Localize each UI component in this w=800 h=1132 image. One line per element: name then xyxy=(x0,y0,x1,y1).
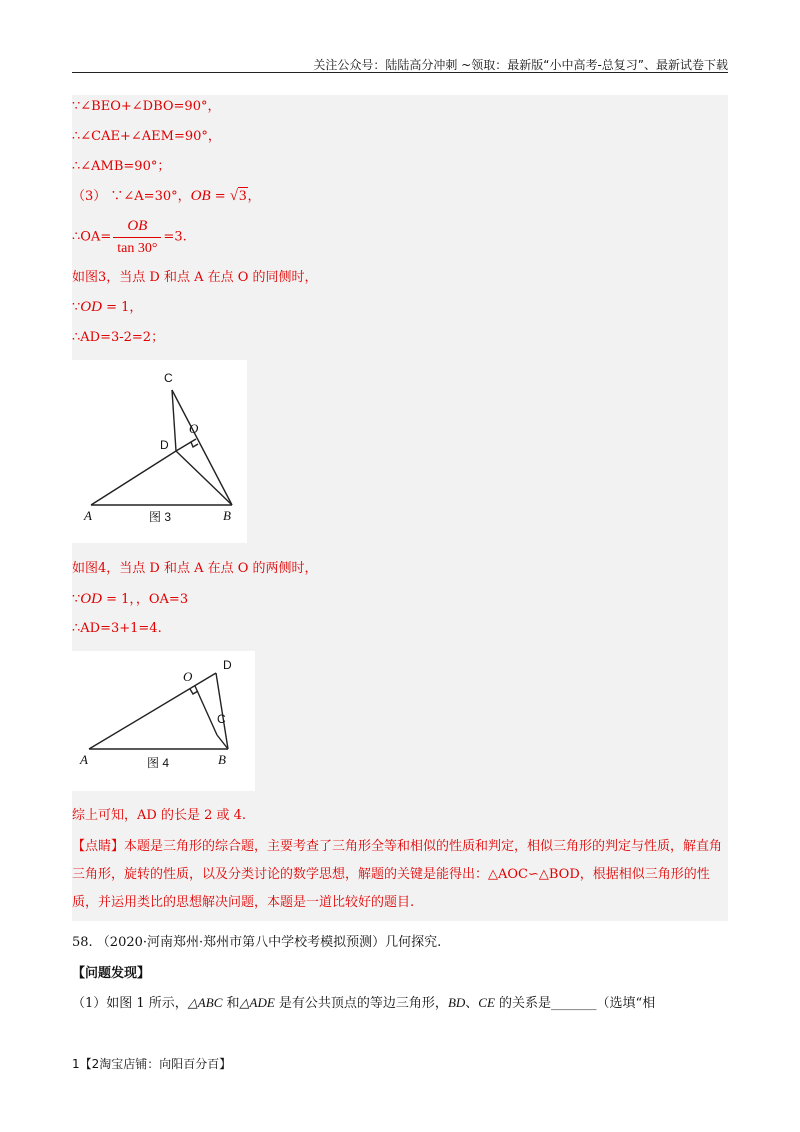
header-rule xyxy=(72,72,728,73)
solution-conclusion: 综上可知，AD 的长是 2 或 4. xyxy=(72,808,247,823)
fig3-line-ad xyxy=(91,451,176,505)
fig3-label-o: O xyxy=(189,421,199,436)
figure-4-svg xyxy=(72,651,255,791)
fig4-label-d: D xyxy=(223,658,232,672)
fig3-line-cd xyxy=(172,390,176,451)
sqrt-expr: √3 xyxy=(229,188,247,204)
solution-line-4 xyxy=(72,187,261,206)
fraction-numerator: OB xyxy=(113,215,161,238)
problem-section-heading: 【问题发现】 xyxy=(72,966,151,981)
triangle-ade: △ADE xyxy=(239,995,275,1010)
fig4-caption: 图 4 xyxy=(147,756,170,770)
solution-line-6: 如图3，当点 D 和点 A 在点 O 的同侧时， xyxy=(72,270,318,285)
fig3-right-angle-mark xyxy=(191,442,198,447)
q1-part-a: （1）如图 1 所示， xyxy=(72,996,188,1011)
solution-line-3: ∴∠AMB=90°； xyxy=(72,159,171,174)
solution-line-11: ∴AD=3+1=4. xyxy=(72,621,162,636)
q1-part-c: 是有公共顶点的等边三角形， xyxy=(274,996,448,1011)
oa-prefix: ∴OA= xyxy=(72,229,112,245)
page-footer: 1【2淘宝店铺：向阳百分百】 xyxy=(72,1057,232,1071)
fig3-line-db xyxy=(176,451,232,505)
fig4-label-a: A xyxy=(80,752,88,767)
fig3-label-a: A xyxy=(84,508,92,523)
fig4-label-c: C xyxy=(217,712,226,726)
fig4-label-o: O xyxy=(183,669,193,684)
comment-paragraph: 【点睛】本题是三角形的综合题，主要考查了三角形全等和相似的性质和判定，相似三角形的判定与性质，解直角三角形，旋转的性质，以及分类讨论的数学思想，解题的关键是能得出：△AOC∽△BOD，根据相似三角形的性质，并运用类比的思想解决问题，本题是一道比较好的题目. xyxy=(72,839,723,910)
sqrt-radicand: 3 xyxy=(239,188,247,204)
because-symbol: ∵ xyxy=(72,300,81,315)
fig4-line-ad xyxy=(89,673,216,749)
page-header: 关注公众号：陆陆高分冲刺 ~领取：最新版“小中高考-总复习”、最新试卷下载 xyxy=(313,58,728,72)
because-symbol: ∵ xyxy=(72,592,81,607)
oa-suffix: =3. xyxy=(163,229,187,245)
fraction-denominator: tan 30° xyxy=(117,241,158,256)
solution-line-8: ∴AD=3-2=2； xyxy=(72,330,165,345)
fig4-line-oc xyxy=(195,686,217,735)
fig4-line-db xyxy=(216,673,228,749)
step3-prefix: （3） ∵∠A=30°， xyxy=(72,189,191,204)
triangle-abc: △ABC xyxy=(187,995,223,1010)
ob-over-tan-fraction xyxy=(113,215,161,260)
equals-sign: = xyxy=(210,189,230,204)
problem-title: 58. （2020·河南郑州·郑州市第八中学校考模拟预测）几何探究. xyxy=(72,935,442,950)
solution-line-7 xyxy=(72,298,142,317)
od-value: = 1， xyxy=(101,300,143,315)
solution-line-2: ∴∠CAE+∠AEM=90°， xyxy=(72,129,221,144)
fig3-caption: 图 3 xyxy=(149,510,172,524)
fig3-line-do xyxy=(176,439,196,451)
fig3-label-b: B xyxy=(223,508,231,523)
figure-4 xyxy=(72,651,255,791)
segment-ce: CE xyxy=(478,995,495,1010)
od-var: OD xyxy=(80,591,102,607)
segment-bd: BD xyxy=(447,995,466,1010)
problem-question-1 xyxy=(72,992,728,1011)
fig4-label-b: B xyxy=(218,752,226,767)
figure-3 xyxy=(72,360,247,543)
solution-line-9: 如图4，当点 D 和点 A 在点 O 的两侧时， xyxy=(72,561,318,576)
od-var: OD xyxy=(80,299,102,315)
q1-part-d: 、 xyxy=(465,996,479,1011)
solution-line-5 xyxy=(72,215,187,260)
od-oa-values: = 1，，OA=3 xyxy=(101,592,189,607)
fig3-label-c: C xyxy=(164,371,173,385)
solution-line-10 xyxy=(72,590,188,609)
figure-3-svg xyxy=(72,360,247,543)
solution-line-1: ∵∠BEO+∠DBO=90°， xyxy=(72,99,221,114)
step3-suffix: ， xyxy=(247,189,261,204)
fig3-label-d: D xyxy=(160,438,169,452)
q1-part-e: 的关系是_______（选填“相 xyxy=(494,996,656,1011)
q1-part-b: 和 xyxy=(222,996,240,1011)
ob-var: OB xyxy=(190,188,211,204)
